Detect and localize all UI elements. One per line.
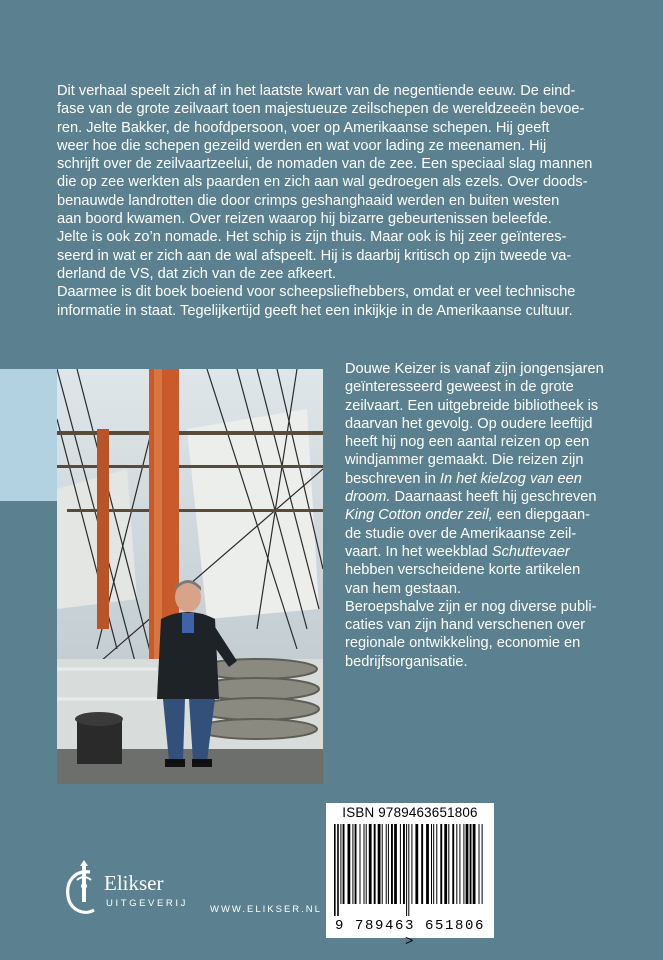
blurb-line: weer hoe die schepen gezeild werden en wat voor lading ze meenamen. Hij [57,137,547,154]
bio-line [345,470,635,488]
barcode-bar [466,824,469,904]
barcode-bar [355,824,357,904]
barcode-bars [334,824,486,916]
book-title-kielzog-end: droom. [345,489,391,506]
barcode-bar [337,824,339,916]
barcode-bar [408,824,409,916]
author-bio [345,360,635,671]
bio-line: windjammer gemaakt. Die reizen zijn [345,452,584,469]
bio-line: van hem gestaan. [345,580,462,597]
bio-line [345,488,635,506]
barcode-bar [378,824,381,904]
barcode-bar [391,824,393,904]
barcode-bar [364,824,365,904]
blurb-line: fase van de grote zeilvaart toen majestueuze zeilschepen de wereldzeeën bevoe- [57,101,585,118]
barcode-bar [444,824,447,904]
bio-text: een diepgaan- [492,507,591,524]
back-cover-blurb [57,82,647,320]
isbn-barcode [326,803,494,950]
magazine-title: Schuttevaer [491,543,570,560]
barcode-bar [436,824,437,904]
publisher-subtitle: UITGEVERIJ [106,898,188,909]
barcode-bar [415,824,418,904]
accent-strip [0,369,57,501]
bio-line: caties van zijn hand verschenen over [345,617,586,634]
book-title-king-cotton: King Cotton onder zeil, [345,507,493,524]
barcode-bar [360,824,361,904]
bio-line: hebben verscheidene korte artikelen [345,562,581,579]
barcode-bar [426,824,429,904]
barcode-bar [366,824,367,904]
bio-text: beschreven in [345,470,440,487]
barcode-bar [348,824,351,904]
barcode-bar [340,824,341,904]
barcode-bar [452,824,454,904]
barcode-bar [440,824,442,904]
author-photo [57,369,323,784]
bio-line [345,506,635,524]
barcode-bar [456,824,457,904]
bio-line: daarvan het gevolg. Op oudere leeftijd [345,415,593,432]
bio-text: Daarnaast heeft hij geschreven [390,489,597,506]
blurb-line: aan boord kwamen. Over reizen waarop hij bizarre gebeurtenissen beleefde. [57,211,552,228]
bio-line: de studie over de Amerikaanse zeil- [345,525,577,542]
blurb-line: Dit verhaal speelt zich af in het laatste kwart van de negentiende eeuw. De eind- [57,83,576,99]
blurb-line: schrijft over de zeilvaartzeelui, de nomaden van de zee. Een speciaal slag mannen [57,156,593,173]
barcode-bar [343,824,345,904]
author-photo-illustration [57,369,323,784]
publisher-name: Elikser [104,871,164,895]
barcode-bar [479,824,480,904]
bio-line: regionale ontwikkeling, economie en [345,635,581,652]
bio-line: bedrijfsorganisatie. [345,653,468,670]
barcode-bar [352,824,353,904]
blurb-line: informatie in staat. Tegelijkertijd geeft het een inkijkje in de Amerikaanse cultuur. [57,302,573,319]
barcode-bar [334,824,336,916]
barcode-bar [406,824,407,916]
isbn-label: ISBN 9789463651806 [342,805,478,820]
barcode-bar [473,824,476,904]
blurb-line: benauwde landrotten die door crimps geshanghaaid werden en buiten westen [57,192,560,209]
barcode-bar [459,824,460,904]
publisher-website: WWW.ELIKSER.NL [210,904,322,915]
bio-line: Beroepshalve zijn er nog diverse publi- [345,598,597,615]
barcode-bar [388,824,389,904]
barcode-bar [470,824,472,904]
bio-line: Douwe Keizer is vanaf zijn jongensjaren [345,361,604,377]
book-title-kielzog: In het kielzog van een [439,470,582,487]
barcode-bar [411,824,412,904]
barcode-bar [431,824,432,904]
bio-line: heeft hij nog een aantal reizen op een [345,434,590,451]
barcode-bar [433,824,434,904]
blurb-line: die op zee werkten als paarden en zich aan wal gedroegen als ezels. Over doods- [57,174,588,191]
barcode-bar [482,824,483,904]
bio-line [345,543,635,561]
barcode-bar [382,824,383,904]
barcode-bar [394,824,397,904]
barcode-bar [448,824,449,904]
barcode-bar [463,824,464,904]
barcode-bar [403,824,405,904]
blurb-line: derland de VS, dat zich van de zee afkeert. [57,265,337,282]
barcode-bar [369,824,372,904]
bio-text: vaart. In het weekblad [345,543,492,560]
logo-mark-icon [60,858,104,920]
isbn-digits: 9 789463 651806 > [334,918,486,950]
bio-line: geïnteresseerd geweest in de grote [345,379,574,396]
blurb-line: Daarmee is dit boek boeiend voor scheepsliefhebbers, omdat er veel technische [57,284,576,301]
barcode-bar [386,824,387,904]
barcode-bar [400,824,401,904]
publisher-logo [60,858,200,918]
bio-line: zeilvaart. Een uitgebreide bibliotheek is [345,397,599,414]
barcode-bar [374,824,376,904]
blurb-line: seerd in wat er zich aan de wal afspeelt. Hij is daarbij kritisch op zijn tweede va- [57,247,572,264]
blurb-line: ren. Jelte Bakker, de hoofdpersoon, voer op Amerikaanse schepen. Hij geeft [57,119,550,136]
blurb-line: Jelte is ook zo’n nomade. Het schip is zijn thuis. Maar ook is hij zeer geïnteres- [57,229,567,246]
barcode-bar [421,824,423,904]
